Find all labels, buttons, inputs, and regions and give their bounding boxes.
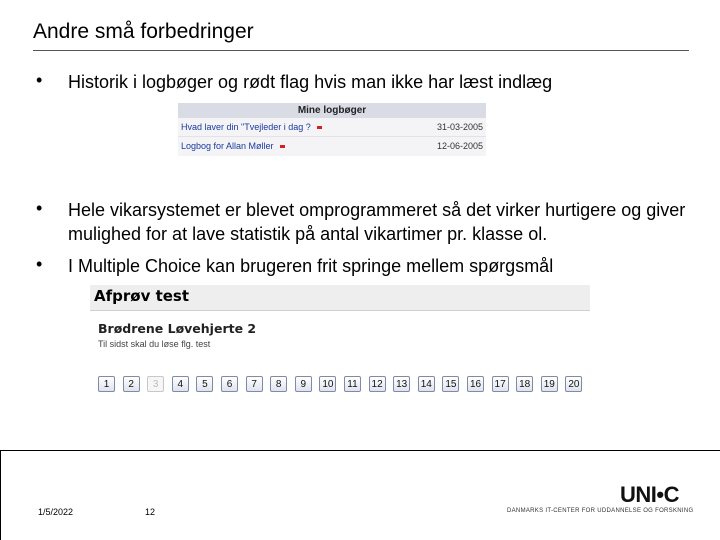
red-flag-icon xyxy=(280,145,285,148)
footer-left-edge xyxy=(0,450,1,540)
question-button-4[interactable]: 4 xyxy=(172,376,189,392)
question-button-7[interactable]: 7 xyxy=(246,376,263,392)
question-button-14[interactable]: 14 xyxy=(418,376,435,392)
question-button-6[interactable]: 6 xyxy=(221,376,238,392)
logbooks-panel xyxy=(178,103,486,156)
bullet-text: I Multiple Choice kan brugeren frit springe mellem spørgsmål xyxy=(68,256,554,276)
question-button-17[interactable]: 17 xyxy=(492,376,509,392)
page-number: 12 xyxy=(145,507,156,517)
question-button-12[interactable]: 12 xyxy=(369,376,386,392)
question-button-19[interactable]: 19 xyxy=(541,376,558,392)
test-header xyxy=(90,285,590,311)
slide-title: Andre små forbedringer xyxy=(33,20,254,43)
logbook-row[interactable] xyxy=(178,118,486,136)
bullet-text: Hele vikarsystemet er blevet omprogrammeret så det virker hurtigere og giver mulighed for at lave statistik på antal vikartimer pr. klasse ol. xyxy=(68,200,686,244)
question-button-9[interactable]: 9 xyxy=(295,376,312,392)
test-panel xyxy=(90,285,590,398)
footer-divider xyxy=(0,450,720,451)
bullet-text: Historik i logbøger og rødt flag hvis man ikke har læst indlæg xyxy=(68,72,553,92)
logbooks-header: Mine logbøger xyxy=(178,103,486,118)
question-button-11[interactable]: 11 xyxy=(344,376,361,392)
question-button-13[interactable]: 13 xyxy=(393,376,410,392)
bullet-marker: • xyxy=(36,254,43,274)
bullet-marker: • xyxy=(36,198,43,218)
test-title: Afprøv test xyxy=(94,287,190,305)
test-description: Til sidst skal du løse flg. test xyxy=(98,339,211,349)
question-button-5[interactable]: 5 xyxy=(196,376,213,392)
question-button-16[interactable]: 16 xyxy=(467,376,484,392)
unic-logo: UNI•C xyxy=(620,482,679,507)
logbook-name[interactable]: Hvad laver din "Tvejleder i dag ? xyxy=(181,118,322,136)
question-button-20[interactable]: 20 xyxy=(565,376,582,392)
footer-date: 1/5/2022 xyxy=(38,507,74,517)
question-button-10[interactable]: 10 xyxy=(319,376,336,392)
logo-tagline: DANMARKS IT-CENTER FOR UDDANNELSE OG FORSKNING xyxy=(507,508,694,514)
test-name: Brødrene Løvehjerte 2 xyxy=(98,321,257,336)
logbook-row[interactable] xyxy=(178,136,486,155)
question-button-1[interactable]: 1 xyxy=(98,376,115,392)
logbook-date: 12-06-2005 xyxy=(436,141,483,151)
question-button-8[interactable]: 8 xyxy=(270,376,287,392)
logbook-name[interactable]: Logbog for Allan Møller xyxy=(181,137,285,155)
question-button-2[interactable]: 2 xyxy=(123,376,140,392)
red-flag-icon xyxy=(317,126,322,129)
question-button-15[interactable]: 15 xyxy=(442,376,459,392)
question-button-3[interactable]: 3 xyxy=(147,376,164,392)
title-divider xyxy=(33,50,689,51)
question-button-18[interactable]: 18 xyxy=(516,376,533,392)
logbook-date: 31-03-2005 xyxy=(436,122,483,132)
bullet-marker: • xyxy=(36,70,43,90)
